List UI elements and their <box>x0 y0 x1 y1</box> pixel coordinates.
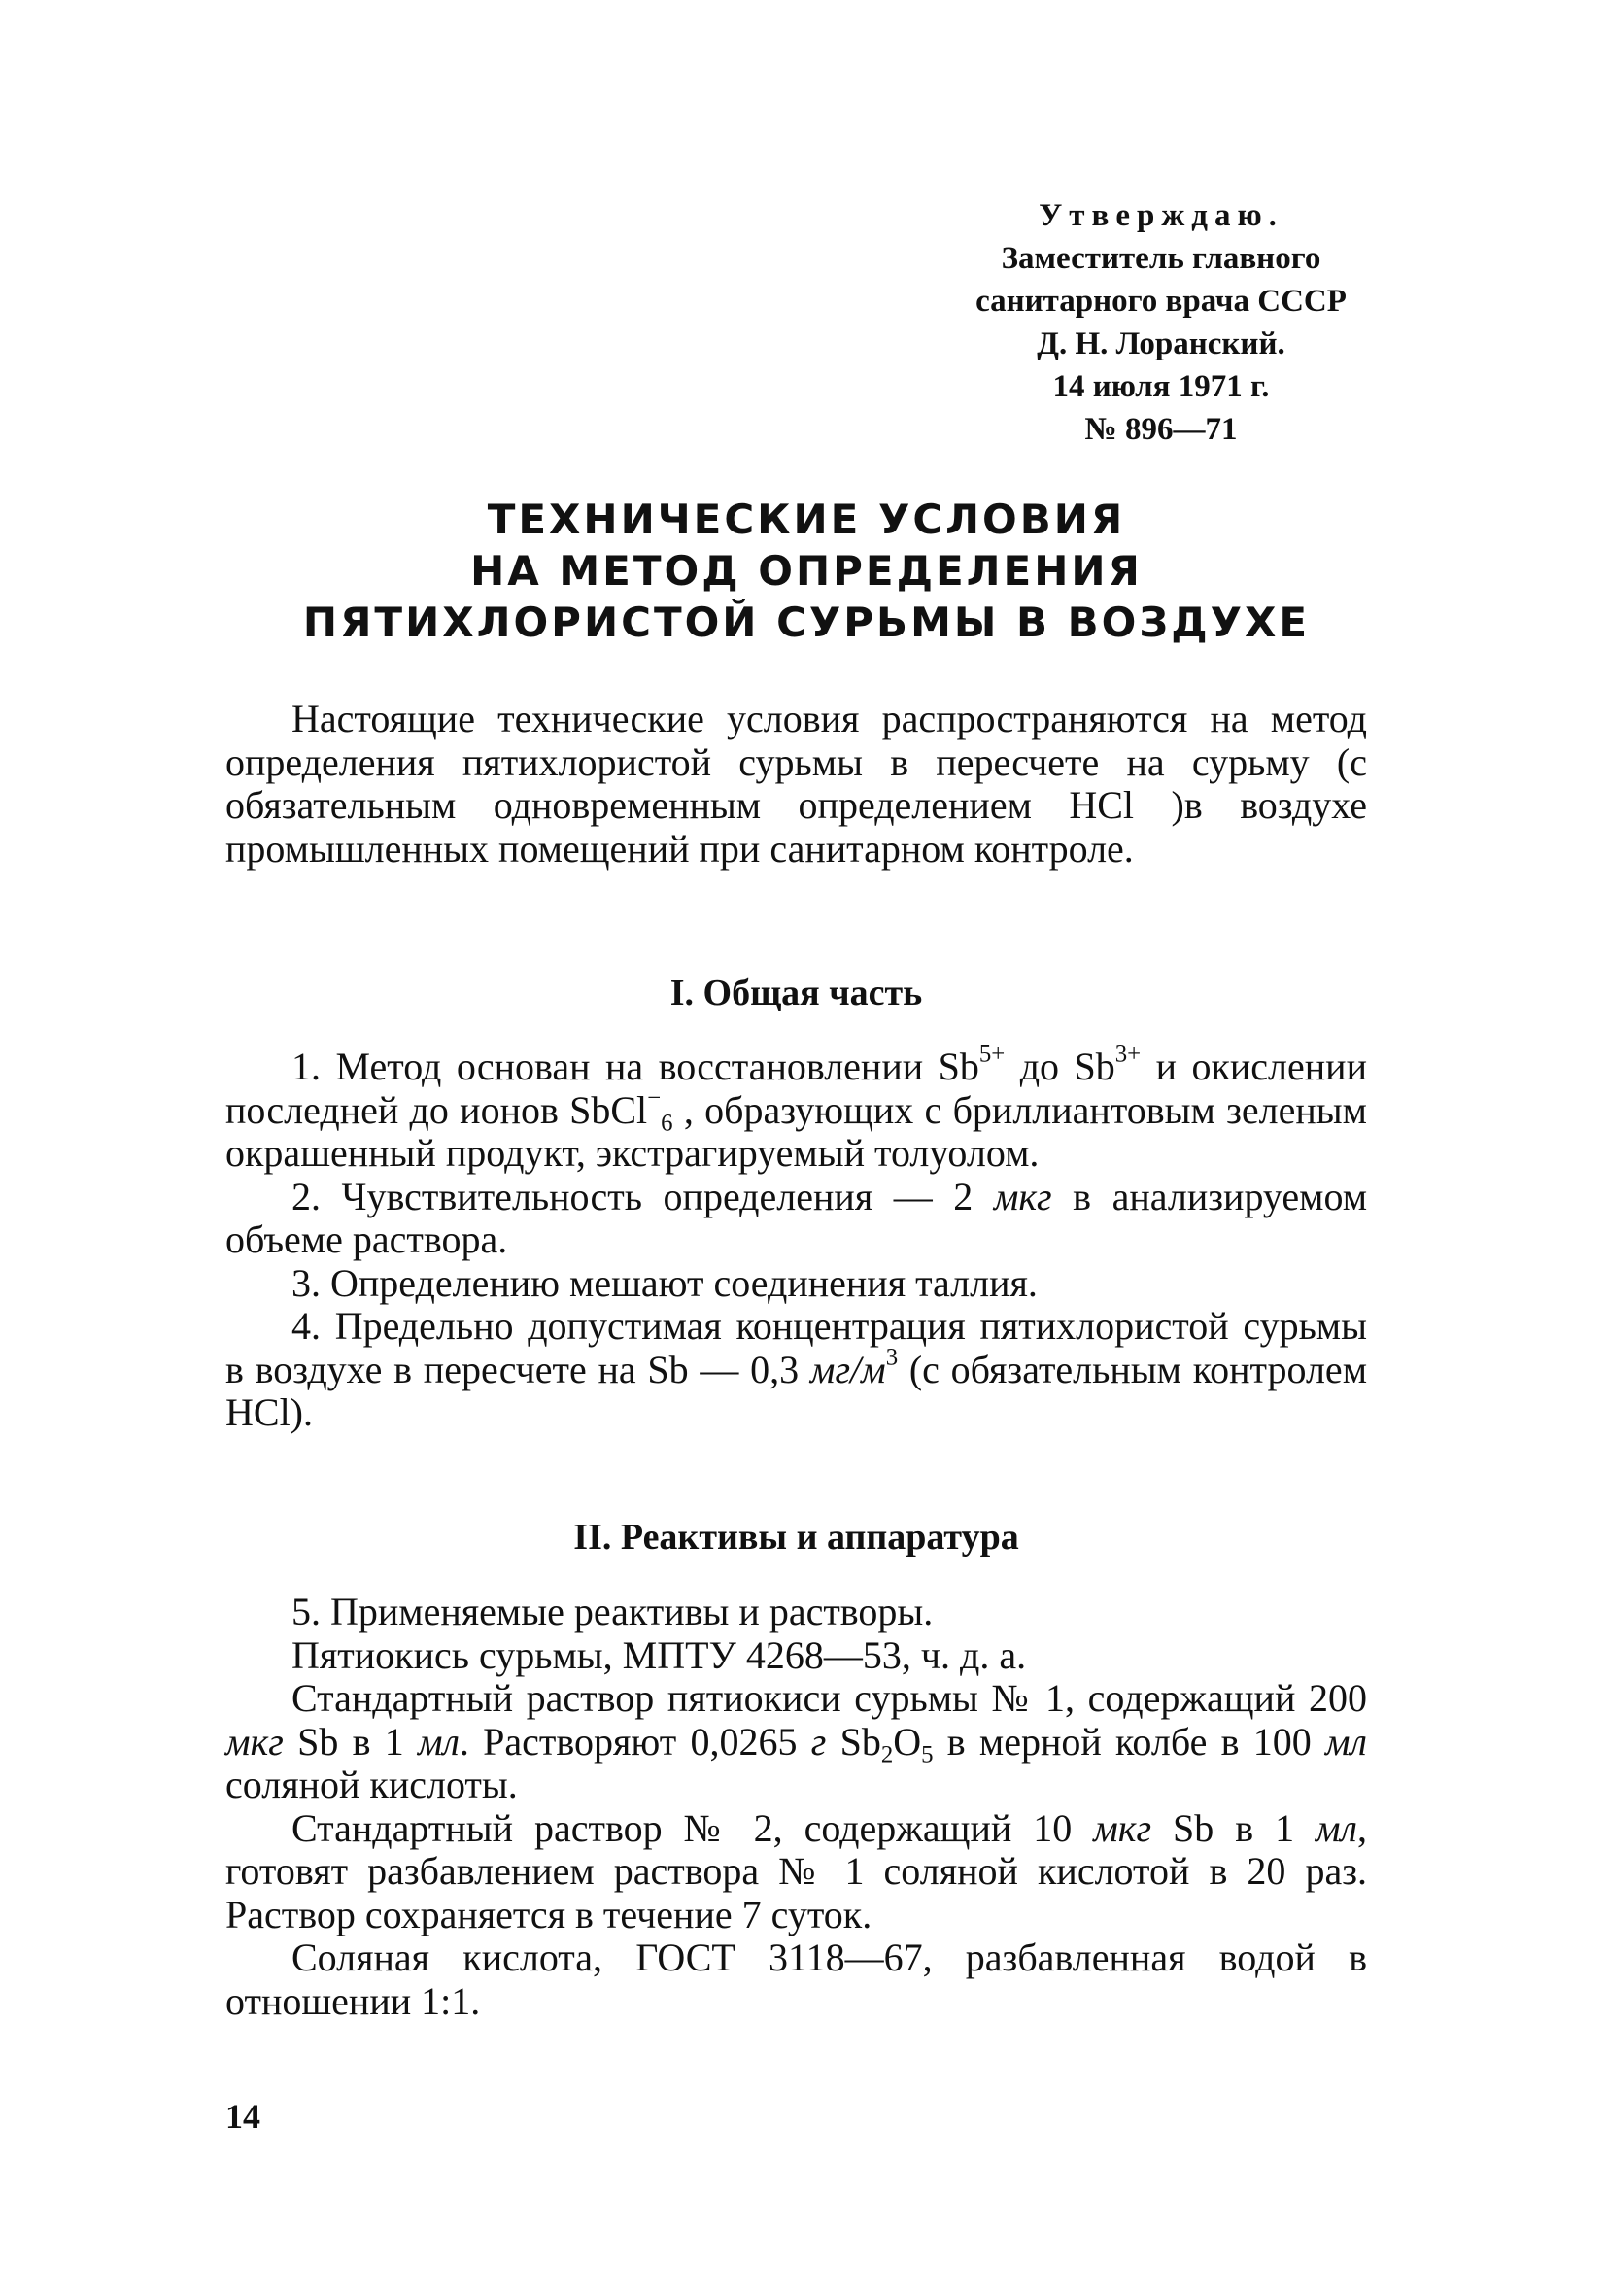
item-1-sub-c: 6 <box>661 1109 673 1136</box>
p3-unit-4: мл <box>1325 1719 1367 1764</box>
item-4-text-b: (с обязательным контролем HCl). <box>225 1347 1368 1434</box>
section-reagents-body <box>225 1591 1367 2023</box>
approval-line-4: Д. Н. Лоранский. <box>1037 326 1285 361</box>
document-title <box>291 494 1321 648</box>
approval-line-6: № 896—71 <box>1084 412 1238 447</box>
item-4-unit: мг/м <box>809 1347 886 1391</box>
p4-text-b: Sb в 1 <box>1151 1805 1316 1850</box>
intro-paragraph: Настоящие технические условия распространяются на метод определения пятихлористой сурьмы в пересчете на сурьму (с обязательным одновременным определением HCl )в воздухе промышленных помещений при санитарном контроле. <box>225 697 1367 871</box>
item-2-text-a: 2. Чувствительность определения — 2 <box>291 1174 994 1218</box>
p4-unit-1: мкг <box>1093 1805 1152 1850</box>
p3-text-e: O <box>893 1719 922 1764</box>
item-4-sup: 3 <box>885 1343 899 1370</box>
p3-sub-1: 2 <box>880 1740 894 1767</box>
title-line-1: ТЕХНИЧЕСКИЕ УСЛОВИЯ <box>487 496 1126 543</box>
section-general-body <box>225 1041 1368 1435</box>
p4-text-c: , готовят разбавлением раствора № 1 соляной кислотой в 20 раз. Раствор сохраняется в течение 7 суток. <box>225 1805 1367 1936</box>
p3-unit-1: мкг <box>225 1719 284 1764</box>
paragraph-item-3: 3. Определению мешают соединения таллия. <box>291 1260 1038 1305</box>
paragraph-item-5: 5. Применяемые реактивы и растворы. <box>291 1590 934 1633</box>
p4-unit-2: мл <box>1316 1805 1357 1850</box>
section-heading-general: I. Общая часть <box>669 973 923 1013</box>
approval-line-3: санитарного врача СССР <box>975 284 1347 319</box>
approval-stamp <box>933 194 1389 451</box>
approval-line-1: Утверждаю. <box>1039 198 1283 233</box>
p3-text-d: Sb <box>826 1719 881 1764</box>
title-line-3: ПЯТИХЛОРИСТОЙ СУРЬМЫ В ВОЗДУХЕ <box>302 599 1311 646</box>
p3-text-f: в мерной колбе в 100 <box>933 1719 1326 1764</box>
item-4-text-a: 4. Предельно допустимая концентрация пятихлористой сурьмы в воздухе в пересчете на Sb — 0,3 <box>225 1304 1367 1391</box>
page-number: 14 <box>225 2097 260 2136</box>
section-heading-reagents: II. Реактивы и аппаратура <box>573 1517 1019 1558</box>
approval-line-2: Заместитель главного <box>1001 241 1321 276</box>
item-1-text-d: , образующих с бриллиантовым зеленым окрашенный продукт, экстрагируемый толуолом. <box>225 1087 1367 1175</box>
paragraph-standard-solution-1 <box>225 1677 1367 1807</box>
item-1-text-a: 1. Метод основан на восстановлении Sb <box>291 1045 979 1088</box>
paragraph-item-4 <box>225 1305 1367 1435</box>
item-2-text-b: в анализируемом объеме раствора. <box>225 1174 1368 1261</box>
item-1-sup-b: 3+ <box>1114 1041 1142 1068</box>
paragraph-standard-solution-2 <box>225 1807 1367 1937</box>
title-line-2: НА МЕТОД ОПРЕДЕЛЕНИЯ <box>470 547 1143 595</box>
approval-line-5: 14 июля 1971 г. <box>1052 369 1270 404</box>
intro-block <box>225 698 1367 871</box>
p3-text-g: соляной кислоты. <box>225 1763 518 1806</box>
p3-unit-2: мл <box>417 1719 460 1764</box>
item-1-sup-a: 5+ <box>978 1041 1006 1068</box>
p3-text-c: . Растворяют 0,0265 <box>459 1719 811 1764</box>
p4-text-a: Стандартный раствор № 2, содержащий 10 <box>291 1805 1094 1850</box>
paragraph-item-1 <box>225 1041 1367 1176</box>
paragraph-item-2 <box>225 1176 1367 1262</box>
p3-unit-3: г <box>810 1719 827 1764</box>
paragraph-hydrochloric-acid: Соляная кислота, ГОСТ 3118—67, разбавленная водой в отношении 1:1. <box>225 1936 1367 2023</box>
item-1-text-c: и окислении последней до ионов SbCl <box>225 1045 1367 1132</box>
p3-text-a: Стандартный раствор пятиокиси сурьмы № 1, содержащий 200 <box>291 1676 1367 1720</box>
item-1-text-b: до Sb <box>1005 1045 1115 1088</box>
p3-sub-2: 5 <box>921 1740 934 1767</box>
item-2-unit: мкг <box>993 1174 1052 1218</box>
paragraph-antimony-pentoxide: Пятиокись сурьмы, МПТУ 4268—53, ч. д. а. <box>291 1632 1027 1677</box>
item-1-sup-c: − <box>647 1083 662 1111</box>
p3-text-b: Sb в 1 <box>283 1719 418 1764</box>
